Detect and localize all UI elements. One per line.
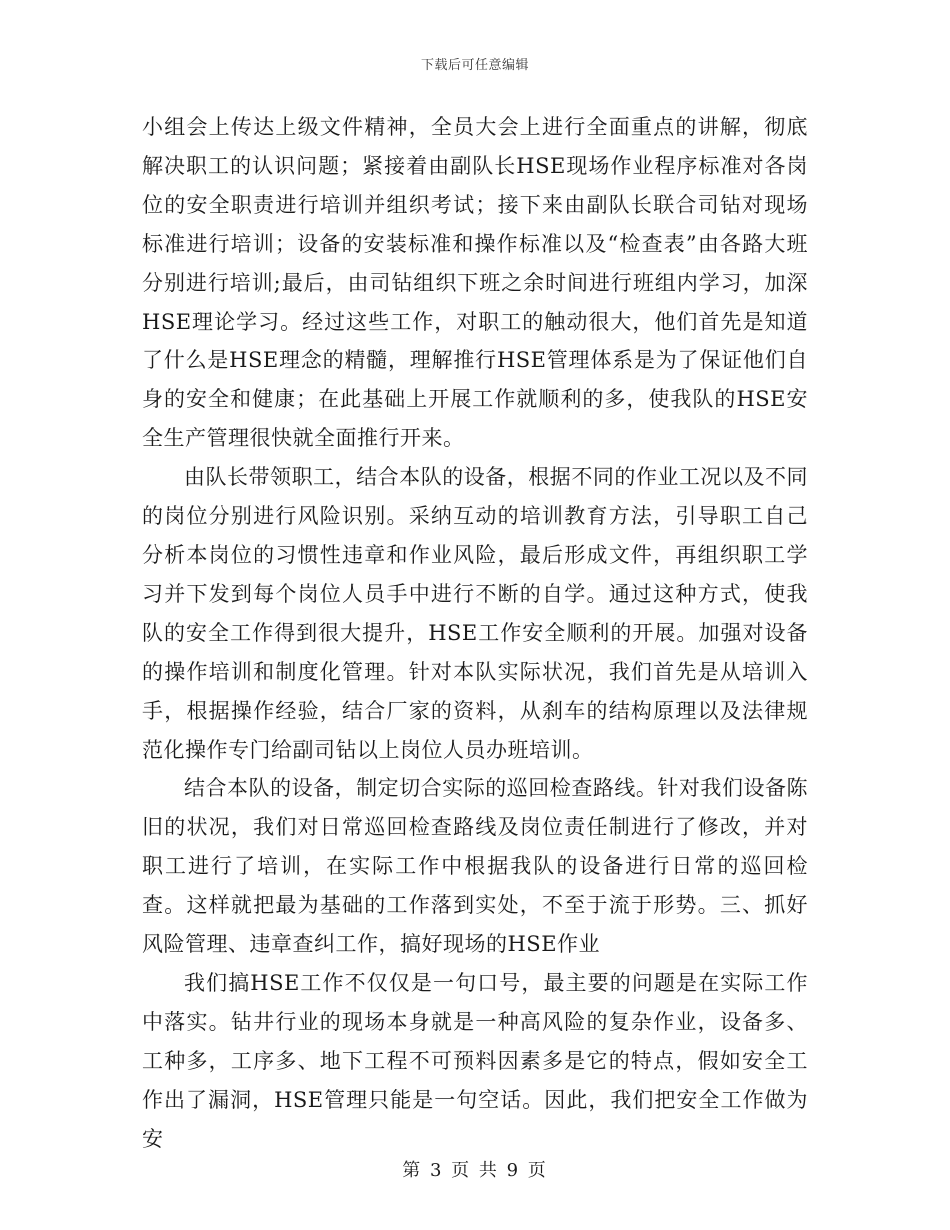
page-header: 下载后可任意编辑 [420, 58, 529, 73]
paragraph-4: 我们搞HSE工作不仅仅是一句口号，最主要的问题是在实际工作中落实。钻井行业的现场本身就是一种高风险的复杂作业，设备多、工种多，工序多、地下工程不可预料因素多是它的特点，假如安全工作出了漏洞，HSE管理只能是一句空话。因此，我们把安全工作做为安 [142, 970, 808, 1151]
paragraph-3: 结合本队的设备，制定切合实际的巡回检查路线。针对我们设备陈旧的状况，我们对日常巡回检查路线及岗位责任制进行了修改，并对职工进行了培训，在实际工作中根据我队的设备进行日常的巡回检查。这样就把最为基础的工作落到实处，不至于流于形势。三、抓好风险管理、违章查纠工作，搞好现场的HSE作业 [142, 776, 808, 957]
paragraph-1: 小组会上传达上级文件精神，全员大会上进行全面重点的讲解，彻底解决职工的认识问题；紧接着由副队长HSE现场作业程序标准对各岗位的安全职责进行培训并组织考试；接下来由副队长联合司钻对现场标准进行培训；设备的安装标准和操作标准以及“检查表”由各路大班分别进行培训;最后，由司钻组织下班之余时间进行班组内学习，加深HSE理论学习。经过这些工作，对职工的触动很大，他们首先是知道了什么是HSE理念的精髓，理解推行HSE管理体系是为了保证他们自身的安全和健康；在此基础上开展工作就顺利的多，使我队的HSE安全生产管理很快就全面推行开来。 [142, 115, 808, 451]
paragraph-2: 由队长带领职工，结合本队的设备，根据不同的作业工况以及不同的岗位分别进行风险识别。采纳互动的培训教育方法，引导职工自己分析本岗位的习惯性违章和作业风险，最后形成文件，再组织职工学习并下发到每个岗位人员手中进行不断的自学。通过这种方式，使我队的安全工作得到很大提升，HSE工作安全顺利的开展。加强对设备的操作培训和制度化管理。针对本队实际状况，我们首先是从培训入手，根据操作经验，结合厂家的资料，从刹车的结构原理以及法律规范化操作专门给副司钻以上岗位人员办班培训。 [142, 465, 808, 762]
page-number-footer: 第 3 页 共 9 页 [402, 1160, 548, 1181]
document-body [142, 108, 808, 1158]
